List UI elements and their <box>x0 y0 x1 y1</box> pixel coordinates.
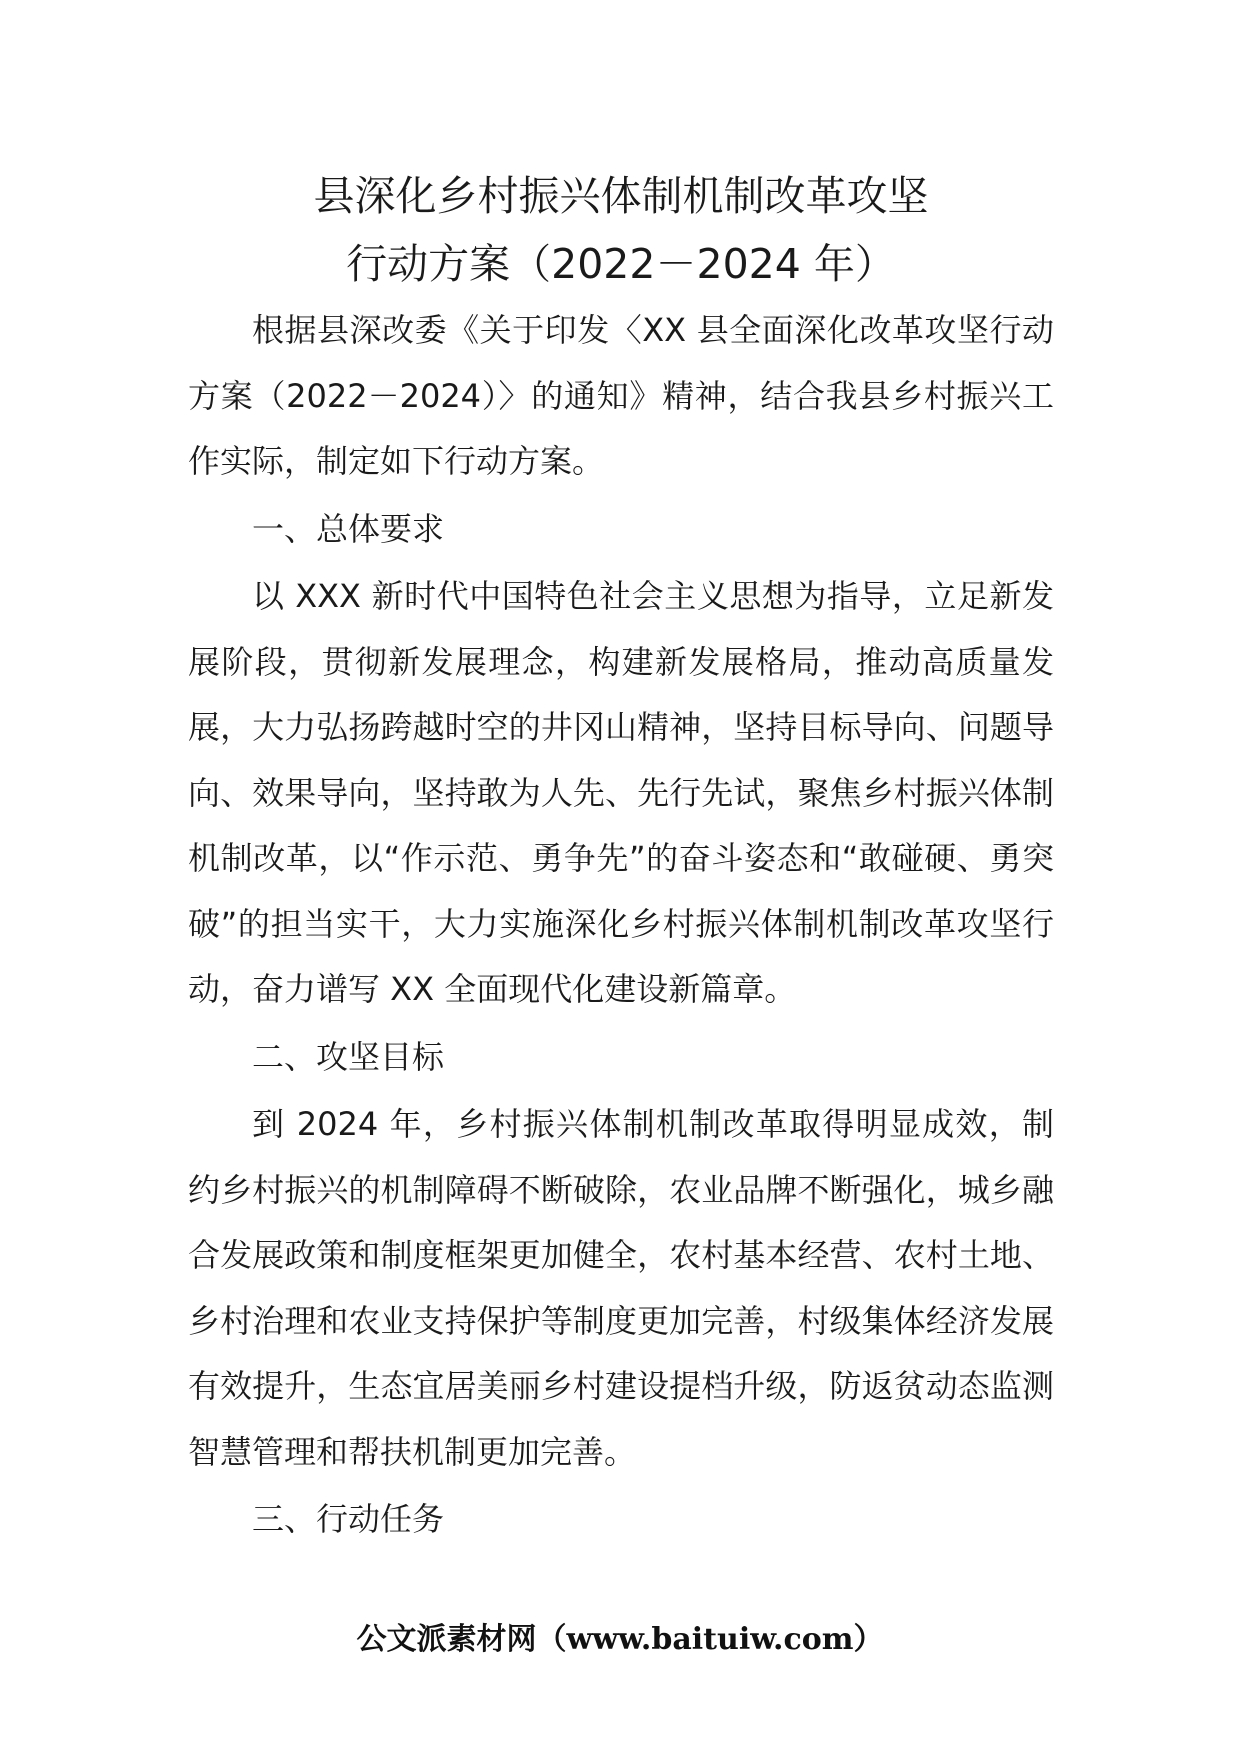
document-title <box>188 162 1054 298</box>
intro-paragraph: 根据县深改委《关于印发〈XX 县全面深化改革攻坚行动方案（2022－2024）〉的通知》精神，结合我县乡村振兴工作实际，制定如下行动方案。 <box>188 311 1054 480</box>
document-page <box>188 162 1054 1555</box>
section-body-1: 以 XXX 新时代中国特色社会主义思想为指导，立足新发展阶段，贯彻新发展理念，构建新发展格局，推动高质量发展，大力弘扬跨越时空的井冈山精神，坚持目标导向、问题导向、效果导向，坚持敢为人先、先行先试，聚焦乡村振兴体制机制改革，以“作示范、勇争先”的奋斗姿态和“敢碰硬、勇突破”的担当实干，大力实施深化乡村振兴体制机制改革攻坚行动，奋力谱写 XX 全面现代化建设新篇章。 <box>188 577 1054 1008</box>
section-body-2: 到 2024 年，乡村振兴体制机制改革取得明显成效，制约乡村振兴的机制障碍不断破除，农业品牌不断强化，城乡融合发展政策和制度框架更加健全，农村基本经营、农村土地、乡村治理和农业支持保护等制度更加完善，村级集体经济发展有效提升，生态宜居美丽乡村建设提档升级，防返贫动态监测智慧管理和帮扶机制更加完善。 <box>188 1105 1054 1471</box>
section-heading-3: 三、行动任务 <box>252 1500 445 1538</box>
title-line-1: 县深化乡村振兴体制机制改革攻坚 <box>313 172 929 220</box>
footer-watermark: 公文派素材网（www.baituiw.com） <box>356 1622 884 1657</box>
title-line-2: 行动方案（2022－2024 年） <box>346 240 896 288</box>
section-heading-1: 一、总体要求 <box>252 509 445 548</box>
section-heading-2: 二、攻坚目标 <box>252 1037 445 1076</box>
